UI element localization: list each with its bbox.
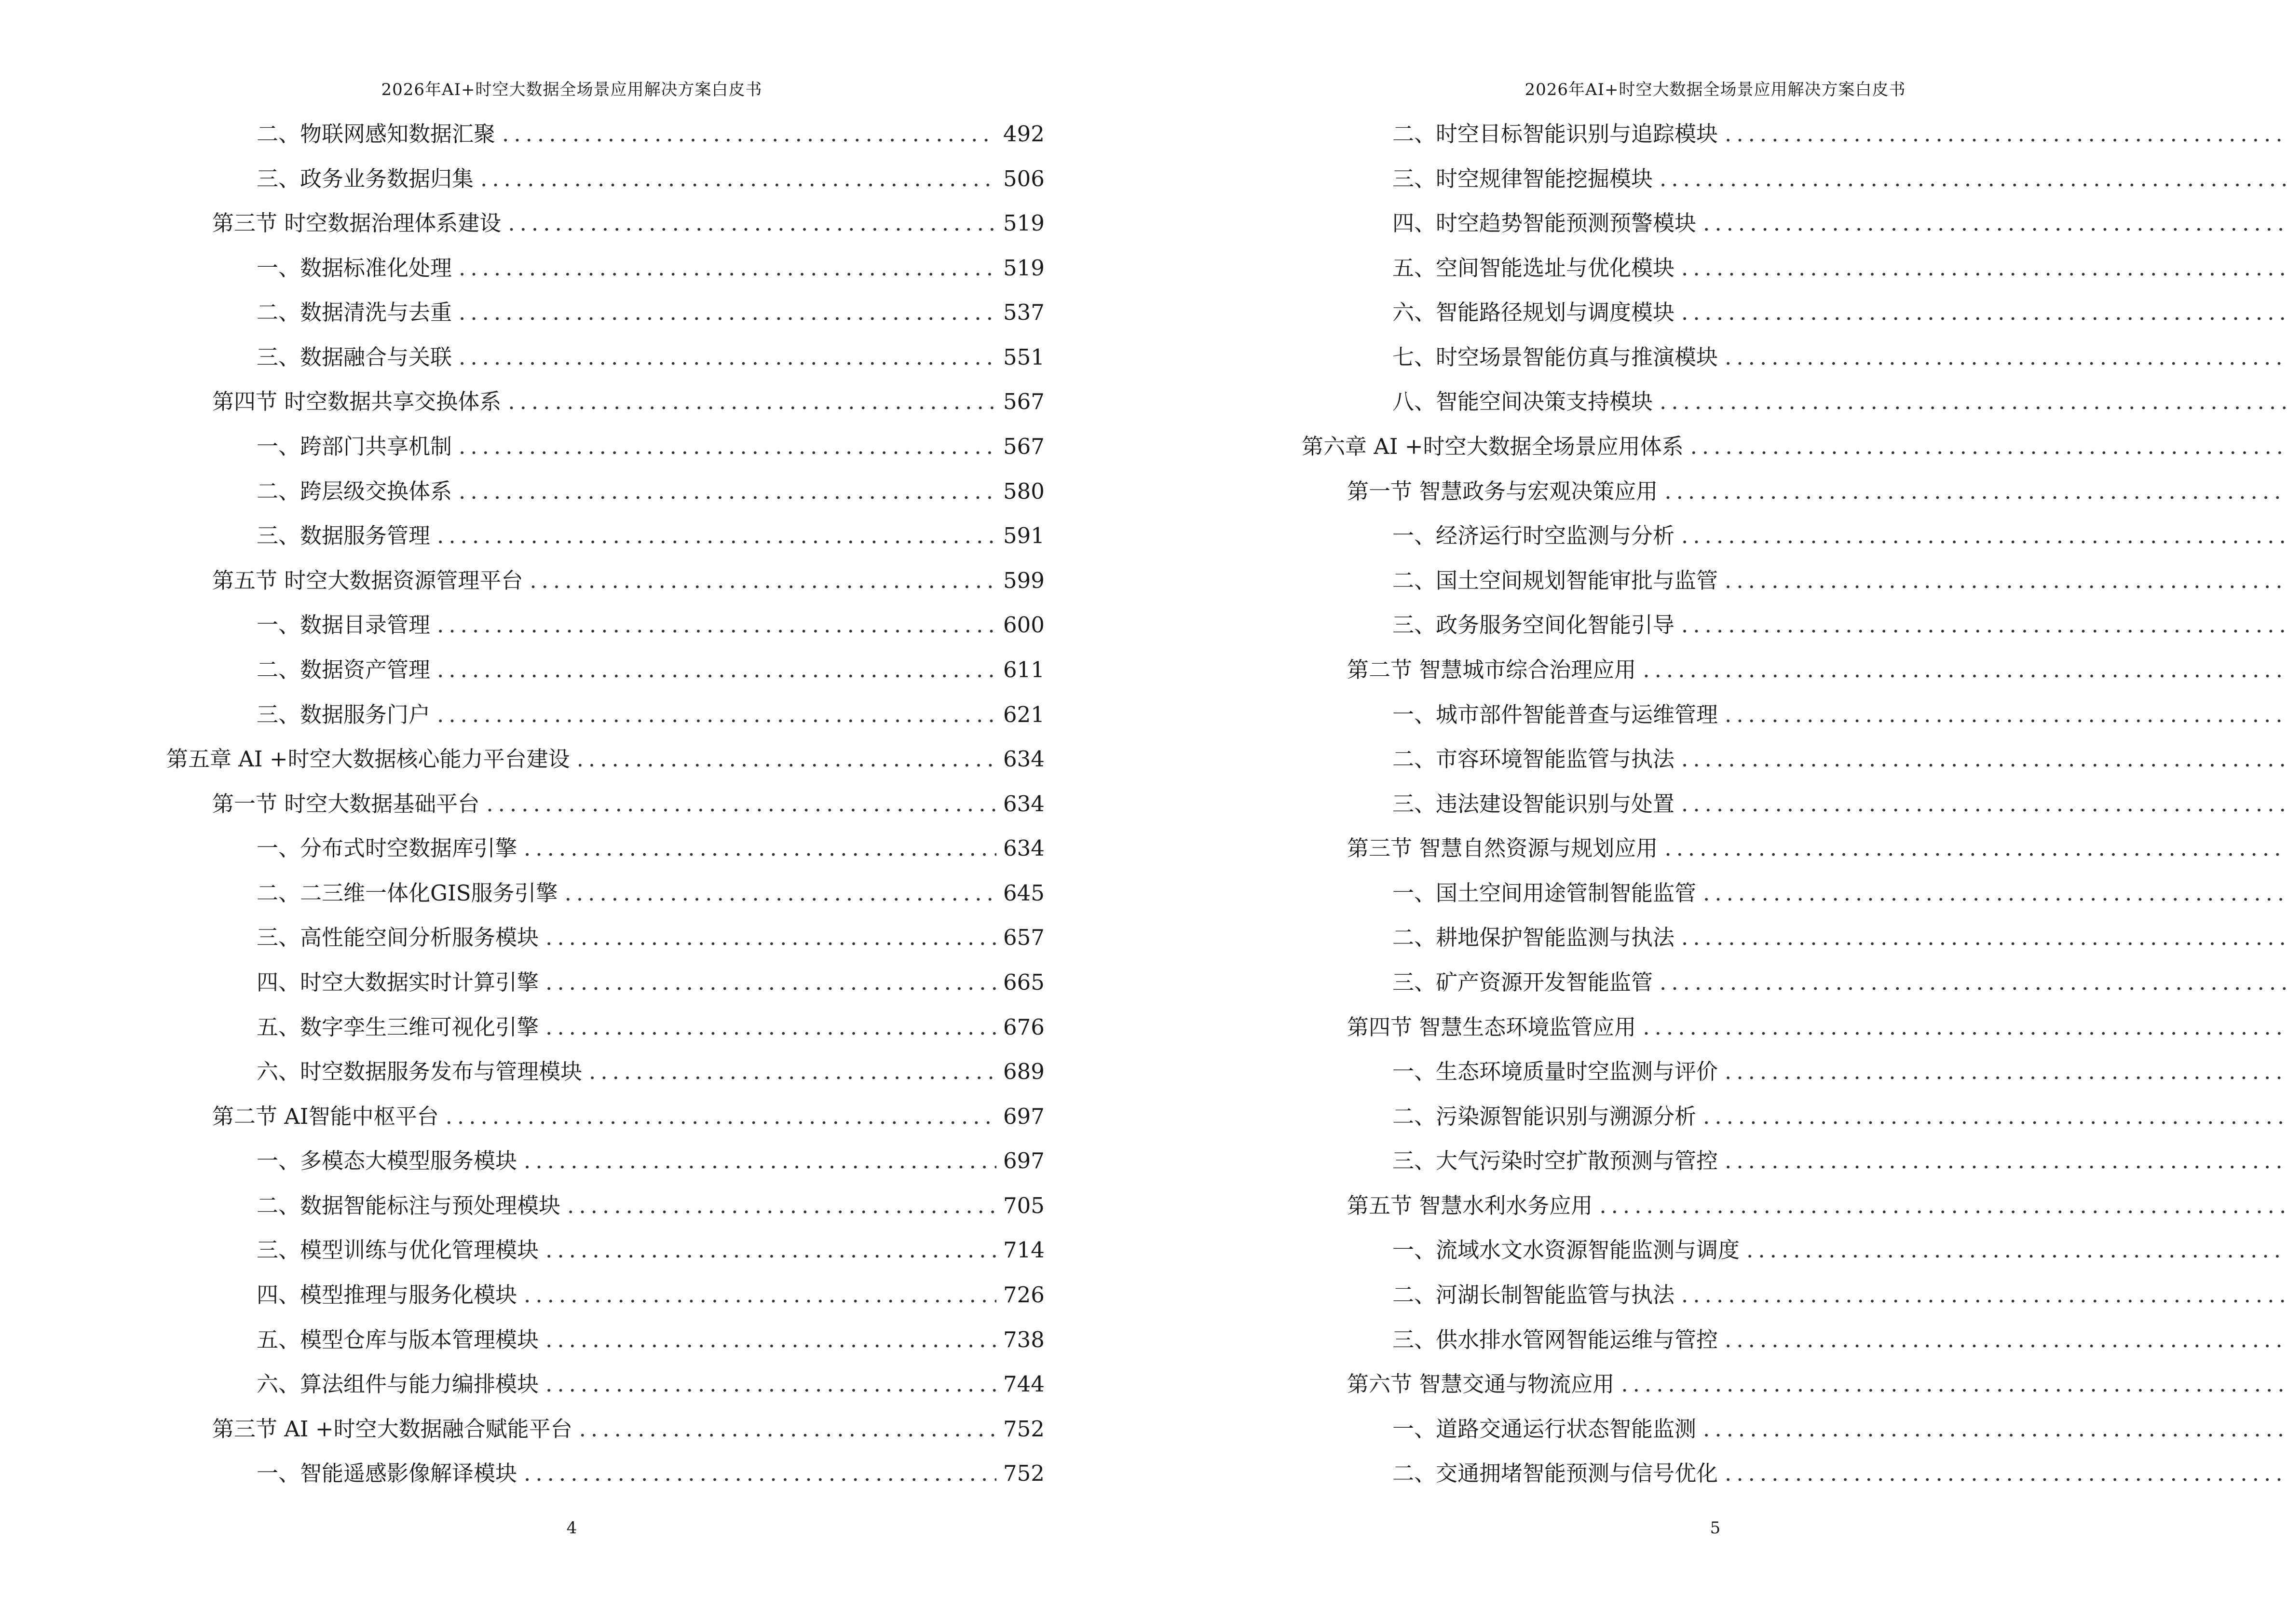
toc-entry-title: 第五节 时空大数据资源管理平台 <box>212 567 523 593</box>
toc-entry[interactable] <box>0 1094 2287 1139</box>
toc-entry-page-number: 714 <box>1003 1237 1045 1263</box>
toc-entry[interactable] <box>0 1139 2287 1184</box>
toc-entry-page-number: 611 <box>1003 656 1045 682</box>
dot-leader <box>1725 1139 2287 1184</box>
toc-entry[interactable] <box>0 157 2287 202</box>
toc-entry-title: 一、城市部件智能普查与运维管理 <box>1392 701 1718 727</box>
toc-entry[interactable] <box>0 737 2287 782</box>
toc-entry[interactable] <box>0 1050 2287 1094</box>
toc-entry-page-number: 657 <box>1003 925 1045 951</box>
dot-leader <box>1703 1407 2287 1452</box>
dot-leader <box>1660 960 2287 1005</box>
toc-entry-title: 第三节 时空数据治理体系建设 <box>212 210 502 236</box>
toc-entry-title: 三、数据服务管理 <box>257 523 431 549</box>
toc-entry-title: 二、河湖长制智能监管与执法 <box>1392 1282 1675 1308</box>
toc-entry-page-number: 697 <box>1003 1148 1045 1174</box>
toc-entry-page-number: 551 <box>1003 344 1045 370</box>
dot-leader <box>1681 915 2287 960</box>
table-of-contents <box>1144 112 2287 1496</box>
toc-entry[interactable] <box>0 960 2287 1005</box>
running-header: 2026年AI+时空大数据全场景应用解决方案白皮书 <box>1525 80 1906 99</box>
toc-entry-title: 五、数字孪生三维可视化引擎 <box>257 1014 539 1040</box>
toc-entry-title: 六、智能路径规划与调度模块 <box>1392 300 1675 326</box>
toc-entry-page-number: 567 <box>1003 389 1045 415</box>
toc-entry-page-number: 744 <box>1003 1371 1045 1397</box>
toc-entry-page-number: 519 <box>1003 210 1045 236</box>
toc-entry-page-number: 634 <box>1003 791 1045 817</box>
toc-entry-page-number: 726 <box>1003 1282 1045 1308</box>
right-page <box>1144 0 2287 1624</box>
dot-leader <box>1725 112 2287 157</box>
dot-leader <box>1725 559 2287 603</box>
toc-entry-page-number: 537 <box>1003 300 1045 326</box>
toc-entry-title: 三、模型训练与优化管理模块 <box>257 1237 539 1263</box>
dot-leader <box>1621 1362 2287 1407</box>
toc-entry[interactable] <box>0 1228 2287 1273</box>
toc-entry-title: 第四节 时空数据共享交换体系 <box>212 389 502 415</box>
toc-entry-title: 一、数据标准化处理 <box>257 255 452 281</box>
toc-entry-page-number: 492 <box>1003 121 1045 147</box>
toc-entry-title: 一、经济运行时空监测与分析 <box>1392 523 1675 549</box>
toc-entry-title: 二、跨层级交换体系 <box>257 478 452 504</box>
dot-leader <box>1681 514 2287 559</box>
toc-entry-title: 二、二三维一体化GIS服务引擎 <box>257 880 558 906</box>
dot-leader <box>1703 871 2287 916</box>
dot-leader <box>1681 1273 2287 1318</box>
dot-leader <box>1681 246 2287 291</box>
toc-entry[interactable] <box>0 201 2287 246</box>
dot-leader <box>1660 380 2287 424</box>
toc-entry-page-number: 689 <box>1003 1059 1045 1085</box>
toc-entry-title: 二、时空目标智能识别与追踪模块 <box>1392 121 1718 147</box>
toc-entry-title: 第六章 AI +时空大数据全场景应用体系 <box>1302 434 1684 460</box>
dot-leader <box>1725 1050 2287 1094</box>
dot-leader <box>1660 157 2287 202</box>
toc-entry-title: 二、污染源智能识别与溯源分析 <box>1392 1103 1697 1129</box>
toc-entry-title: 四、时空大数据实时计算引擎 <box>257 969 539 995</box>
toc-entry-title: 第六节 智慧交通与物流应用 <box>1347 1371 1615 1397</box>
dot-leader <box>1725 335 2287 380</box>
toc-entry[interactable] <box>0 1451 2287 1496</box>
toc-entry-title: 二、数据智能标注与预处理模块 <box>257 1192 561 1218</box>
toc-entry-title: 一、流域水文水资源智能监测与调度 <box>1392 1237 1740 1263</box>
toc-entry-page-number: 752 <box>1003 1416 1045 1442</box>
toc-entry-title: 六、时空数据服务发布与管理模块 <box>257 1059 583 1085</box>
dot-leader <box>1643 1005 2287 1050</box>
toc-entry-page-number: 634 <box>1003 746 1045 772</box>
toc-entry-title: 三、数据服务门户 <box>257 701 431 727</box>
toc-entry[interactable] <box>0 514 2287 559</box>
dot-leader <box>1599 1184 2287 1228</box>
toc-entry[interactable] <box>0 871 2287 916</box>
toc-entry-page-number: 591 <box>1003 523 1045 549</box>
toc-entry-title: 一、数据目录管理 <box>257 612 431 638</box>
toc-entry-title: 第三节 智慧自然资源与规划应用 <box>1347 835 1658 861</box>
toc-entry[interactable] <box>0 380 2287 424</box>
toc-entry[interactable] <box>0 559 2287 603</box>
dot-leader <box>1703 1094 2287 1139</box>
dot-leader <box>1681 290 2287 335</box>
toc-entry-title: 第五章 AI +时空大数据核心能力平台建设 <box>166 746 570 772</box>
toc-entry-page-number: 580 <box>1003 478 1045 504</box>
toc-entry-title: 六、算法组件与能力编排模块 <box>257 1371 539 1397</box>
toc-entry-title: 二、耕地保护智能监测与执法 <box>1392 925 1675 951</box>
toc-entry-title: 八、智能空间决策支持模块 <box>1392 389 1653 415</box>
dot-leader <box>1690 424 2287 469</box>
toc-entry-page-number: 705 <box>1003 1192 1045 1218</box>
toc-entry[interactable] <box>0 693 2287 737</box>
toc-entry-title: 一、生态环境质量时空监测与评价 <box>1392 1059 1718 1085</box>
toc-entry[interactable] <box>0 648 2287 693</box>
toc-entry-title: 三、矿产资源开发智能监管 <box>1392 969 1653 995</box>
toc-entry-title: 二、数据资产管理 <box>257 656 431 682</box>
dot-leader <box>1746 1228 2287 1273</box>
toc-entry[interactable] <box>0 1005 2287 1050</box>
dot-leader <box>1725 1451 2287 1496</box>
toc-entry-page-number: 645 <box>1003 880 1045 906</box>
dot-leader <box>1664 469 2287 514</box>
toc-entry-title: 五、模型仓库与版本管理模块 <box>257 1326 539 1352</box>
toc-entry[interactable] <box>0 469 2287 514</box>
toc-entry[interactable] <box>0 603 2287 648</box>
toc-entry-title: 第五节 智慧水利水务应用 <box>1347 1192 1593 1218</box>
toc-entry-title: 三、大气污染时空扩散预测与管控 <box>1392 1148 1718 1174</box>
toc-entry-page-number: 621 <box>1003 701 1045 727</box>
toc-entry-title: 第三节 AI +时空大数据融合赋能平台 <box>212 1416 572 1442</box>
toc-entry[interactable] <box>0 826 2287 871</box>
toc-entry-title: 二、物联网感知数据汇聚 <box>257 121 496 147</box>
toc-entry[interactable] <box>0 246 2287 291</box>
toc-entry-title: 二、交通拥堵智能预测与信号优化 <box>1392 1460 1718 1487</box>
toc-entry-title: 一、多模态大模型服务模块 <box>257 1148 517 1174</box>
toc-entry[interactable] <box>0 1273 2287 1318</box>
toc-entry[interactable] <box>0 424 2287 469</box>
toc-entry-title: 三、违法建设智能识别与处置 <box>1392 791 1675 817</box>
toc-entry[interactable] <box>0 782 2287 827</box>
toc-entry-page-number: 676 <box>1003 1014 1045 1040</box>
page-number: 4 <box>566 1518 577 1538</box>
dot-leader <box>1643 648 2287 693</box>
toc-entry-page-number: 752 <box>1003 1460 1045 1487</box>
toc-entry-title: 第一节 时空大数据基础平台 <box>212 791 480 817</box>
toc-entry-page-number: 506 <box>1003 165 1045 191</box>
toc-entry[interactable] <box>0 1184 2287 1228</box>
toc-entry[interactable] <box>0 290 2287 335</box>
toc-entry-title: 五、空间智能选址与优化模块 <box>1392 255 1675 281</box>
dot-leader <box>1681 603 2287 648</box>
dot-leader <box>1681 782 2287 827</box>
toc-entry[interactable] <box>0 1318 2287 1363</box>
toc-entry-title: 二、数据清洗与去重 <box>257 300 452 326</box>
toc-entry-title: 三、时空规律智能挖掘模块 <box>1392 165 1653 191</box>
toc-entry-page-number: 697 <box>1003 1103 1045 1129</box>
toc-entry-title: 三、数据融合与关联 <box>257 344 452 370</box>
toc-entry-page-number: 634 <box>1003 835 1045 861</box>
toc-entry-page-number: 738 <box>1003 1326 1045 1352</box>
toc-entry-title: 一、道路交通运行状态智能监测 <box>1392 1416 1697 1442</box>
toc-entry-page-number: 567 <box>1003 434 1045 460</box>
toc-entry-page-number: 600 <box>1003 612 1045 638</box>
toc-entry-title: 三、高性能空间分析服务模块 <box>257 925 539 951</box>
toc-entry[interactable] <box>0 112 2287 157</box>
toc-entry-title: 三、政务业务数据归集 <box>257 165 474 191</box>
toc-entry-title: 二、国土空间规划智能审批与监管 <box>1392 567 1718 593</box>
page-number: 5 <box>1710 1518 1721 1538</box>
toc-entry-title: 四、模型推理与服务化模块 <box>257 1282 517 1308</box>
toc-entry-title: 三、供水排水管网智能运维与管控 <box>1392 1326 1718 1352</box>
toc-entry-title: 第一节 智慧政务与宏观决策应用 <box>1347 478 1658 504</box>
toc-entry-title: 四、时空趋势智能预测预警模块 <box>1392 210 1697 236</box>
dot-leader <box>1725 693 2287 737</box>
toc-entry-title: 三、政务服务空间化智能引导 <box>1392 612 1675 638</box>
toc-entry-title: 一、跨部门共享机制 <box>257 434 452 460</box>
running-header: 2026年AI+时空大数据全场景应用解决方案白皮书 <box>381 80 762 99</box>
toc-entry-title: 二、市容环境智能监管与执法 <box>1392 746 1675 772</box>
toc-entry-page-number: 519 <box>1003 255 1045 281</box>
toc-entry[interactable] <box>0 335 2287 380</box>
toc-entry-page-number: 599 <box>1003 567 1045 593</box>
toc-entry-page-number: 665 <box>1003 969 1045 995</box>
toc-entry-title: 第二节 智慧城市综合治理应用 <box>1347 656 1636 682</box>
dot-leader <box>1725 1318 2287 1363</box>
dot-leader <box>1664 826 2287 871</box>
toc-entry[interactable] <box>0 1362 2287 1407</box>
toc-entry-title: 一、智能遥感影像解译模块 <box>257 1460 517 1487</box>
toc-entry[interactable] <box>0 915 2287 960</box>
toc-entry-title: 一、国土空间用途管制智能监管 <box>1392 880 1697 906</box>
dot-leader <box>1703 201 2287 246</box>
dot-leader <box>1681 737 2287 782</box>
toc-entry-title: 第四节 智慧生态环境监管应用 <box>1347 1014 1636 1040</box>
toc-entry-title: 一、分布式时空数据库引擎 <box>257 835 517 861</box>
toc-entry-title: 第二节 AI智能中枢平台 <box>212 1103 439 1129</box>
toc-entry[interactable] <box>0 1407 2287 1452</box>
toc-entry-title: 七、时空场景智能仿真与推演模块 <box>1392 344 1718 370</box>
